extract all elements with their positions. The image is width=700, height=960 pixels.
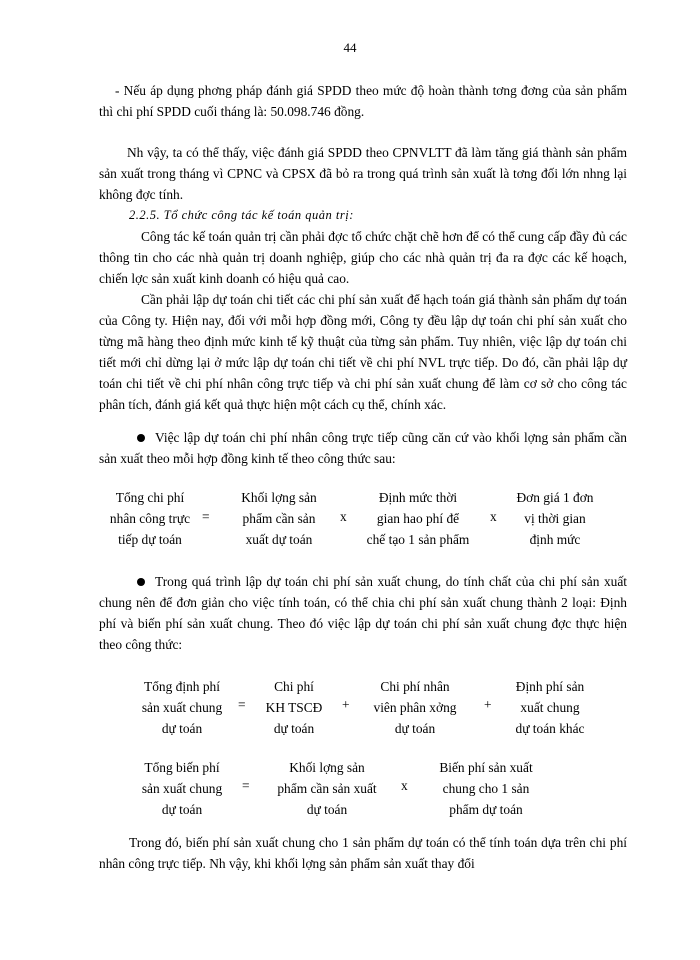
bullet-icon (137, 578, 145, 586)
bullet-labor-budget (99, 427, 627, 469)
bullet-text: Việc lập dự toán chi phí nhân công trực tiếp cũng căn cứ vào khối lợng sản phẩm cần sản xuất theo mỗi hợp đồng kinh tế theo công thức sau: (99, 430, 627, 466)
formula3-equals: = (242, 778, 250, 793)
formula1-term2: Khối lợng sản phẩm cần sản xuất dự toán (241, 490, 317, 547)
formula2-term4: Định phí sản xuất chung dự toán khác (515, 679, 585, 736)
formula3-term3: Biến phí sản xuất chung cho 1 sản phẩm dự toán (439, 760, 533, 817)
formula3-times: x (401, 778, 408, 793)
section-heading: 2.2.5. Tổ chức công tác kế toán quản trị: (129, 208, 354, 222)
formula2-term1: Tổng định phí sản xuất chung dự toán (141, 679, 223, 736)
bullet-overhead-budget (99, 571, 627, 655)
formula1-term1: Tổng chi phí nhân công trực tiếp dự toán (109, 490, 191, 547)
formula1-term4: Đơn giá 1 đơn vị thời gian định mức (516, 490, 594, 547)
formula3-term2: Khối lợng sản phẩm cần sản xuất dự toán (277, 760, 377, 817)
formula2-term2: Chi phí KH TSCĐ dự toán (265, 679, 323, 736)
formula2-term3: Chi phí nhân viên phân xởng dự toán (373, 679, 457, 736)
formula1-term3: Định mức thời gian hao phí để chế tạo 1 sản phẩm (366, 490, 470, 547)
formula3-term1: Tổng biến phí sản xuất chung dự toán (141, 760, 223, 817)
paragraph-evaluation: Nh vậy, ta có thể thấy, việc đánh giá SPDD theo CPNVLTT đã làm tăng giá thành sản phẩm sản xuất trong tháng vì CPNC và CPSX đã bỏ ra trong quá trình sản xuất là tơng đối lớn nhng lại không đợc tính. (99, 145, 627, 202)
paragraph-variable-cost: Trong đó, biến phí sản xuất chung cho 1 sản phẩm dự toán có thể tính toán dựa trên chi phí nhân công trực tiếp. Nh vậy, khi khối lợng sản phẩm sản xuất thay đổi (99, 835, 627, 871)
formula2-plus-1: + (342, 697, 350, 712)
formula1-equals: = (202, 509, 210, 524)
bullet-text: Trong quá trình lập dự toán chi phí sản xuất chung, do tính chất của chi phí sản xuất chung nên để đơn giản cho việc tính toán, có thể chia chi phí sản xuất chung thành 2 loại: Định phí và biến phí sản xuất chung. Theo đó việc lập dự toán chi phí sản xuất chung đợc thực hiện theo công thức: (99, 574, 627, 652)
formula2-equals: = (238, 697, 246, 712)
formula1-times-1: x (340, 509, 347, 524)
page-number: 44 (343, 40, 357, 55)
paragraph-spdd-result: - Nếu áp dụng phơng pháp đánh giá SPDD theo mức độ hoàn thành tơng đơng của sản phẩm thì chi phí SPDD cuối tháng là: 50.098.746 đồng. (99, 83, 627, 119)
paragraph-management-accounting: Công tác kế toán quản trị cần phải đợc tổ chức chặt chẽ hơn để có thể cung cấp đầy đủ các thông tin cho các nhà quản trị doanh nghiệp, giúp cho các nhà quản trị đa ra đợc các kế hoạch, chiến lợc sản xuất kinh doanh có hiệu quả cao. (99, 229, 627, 286)
paragraph-detailed-budget: Cần phải lập dự toán chi tiết các chi phí sản xuất để hạch toán giá thành sản phẩm dự toán của Công ty. Hiện nay, đối với mỗi hợp đồng mới, Công ty đều lập dự toán chi phí sản xuất cho từng mã hàng theo định mức kinh tế kỹ thuật của từng sản phẩm. Tuy nhiên, việc lập dự toán chi tiết mới chỉ dừng lại ở mức lập dự toán chi tiết về chi phí NVL trực tiếp. Do đó, cần phải lập dự toán chi tiết về chi phí nhân công trực tiếp và chi phí sản xuất chung để làm cơ sở cho công tác phân tích, đánh giá kết quả thực hiện một cách cụ thể, chính xác. (99, 292, 627, 412)
formula2-plus-2: + (484, 697, 492, 712)
bullet-icon (137, 434, 145, 442)
formula1-times-2: x (490, 509, 497, 524)
